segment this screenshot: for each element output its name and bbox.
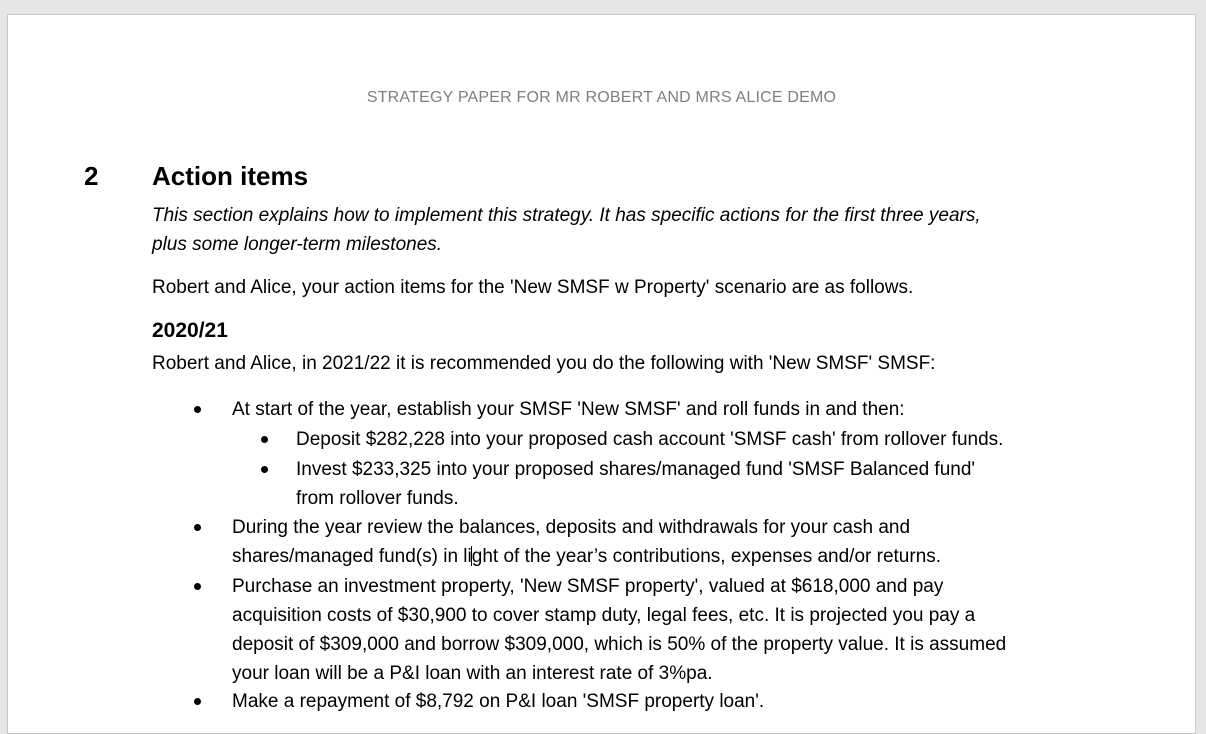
- list-item: Deposit $282,228 into your proposed cash account 'SMSF cash' from rollover funds.: [296, 429, 1004, 450]
- year-lead-paragraph: Robert and Alice, in 2021/22 it is recommended you do the following with 'New SMSF' SMSF:: [152, 353, 936, 374]
- bullet-dot: [194, 698, 201, 705]
- section-intro: [152, 201, 1062, 259]
- scenario-paragraph: Robert and Alice, your action items for the 'New SMSF w Property' scenario are as follows.: [152, 277, 914, 298]
- bullet-dot: [261, 466, 268, 473]
- bullet-dot: [194, 583, 201, 590]
- bullet-dot: [194, 524, 201, 531]
- list-item: During the year review the balances, deposits and withdrawals for your cash and shares/managed fund(s) in light of the year’s contributions, expenses and/or returns.: [232, 517, 942, 567]
- list-item: Purchase an investment property, 'New SMSF property', valued at $618,000 and pay acquisition costs of $30,900 to cover stamp duty, legal fees, etc. It is projected you pay a deposit of $309,000 and borrow $309,000, which is 50% of the property value. It is assumed your loan will be a P&I loan with an interest rate of 3%pa.: [232, 576, 1007, 684]
- section-number: 2: [84, 161, 99, 191]
- list-item: Make a repayment of $8,792 on P&I loan 'SMSF property loan'.: [232, 691, 765, 712]
- year-heading: 2020/21: [152, 319, 228, 342]
- running-header: STRATEGY PAPER FOR MR ROBERT AND MRS ALICE DEMO: [366, 89, 837, 106]
- intro-line: This section explains how to implement this strategy. It has specific actions for the first three years,: [152, 205, 981, 226]
- document-page[interactable]: [7, 14, 1196, 734]
- list-item: At start of the year, establish your SMSF 'New SMSF' and roll funds in and then:: [232, 399, 905, 420]
- list-item: Invest $233,325 into your proposed shares/managed fund 'SMSF Balanced fund' from rollover funds.: [296, 459, 976, 509]
- bullet-dot: [261, 436, 268, 443]
- intro-line: plus some longer-term milestones.: [152, 234, 443, 255]
- section-heading: Action items: [152, 161, 309, 191]
- bullet-dot: [194, 406, 201, 413]
